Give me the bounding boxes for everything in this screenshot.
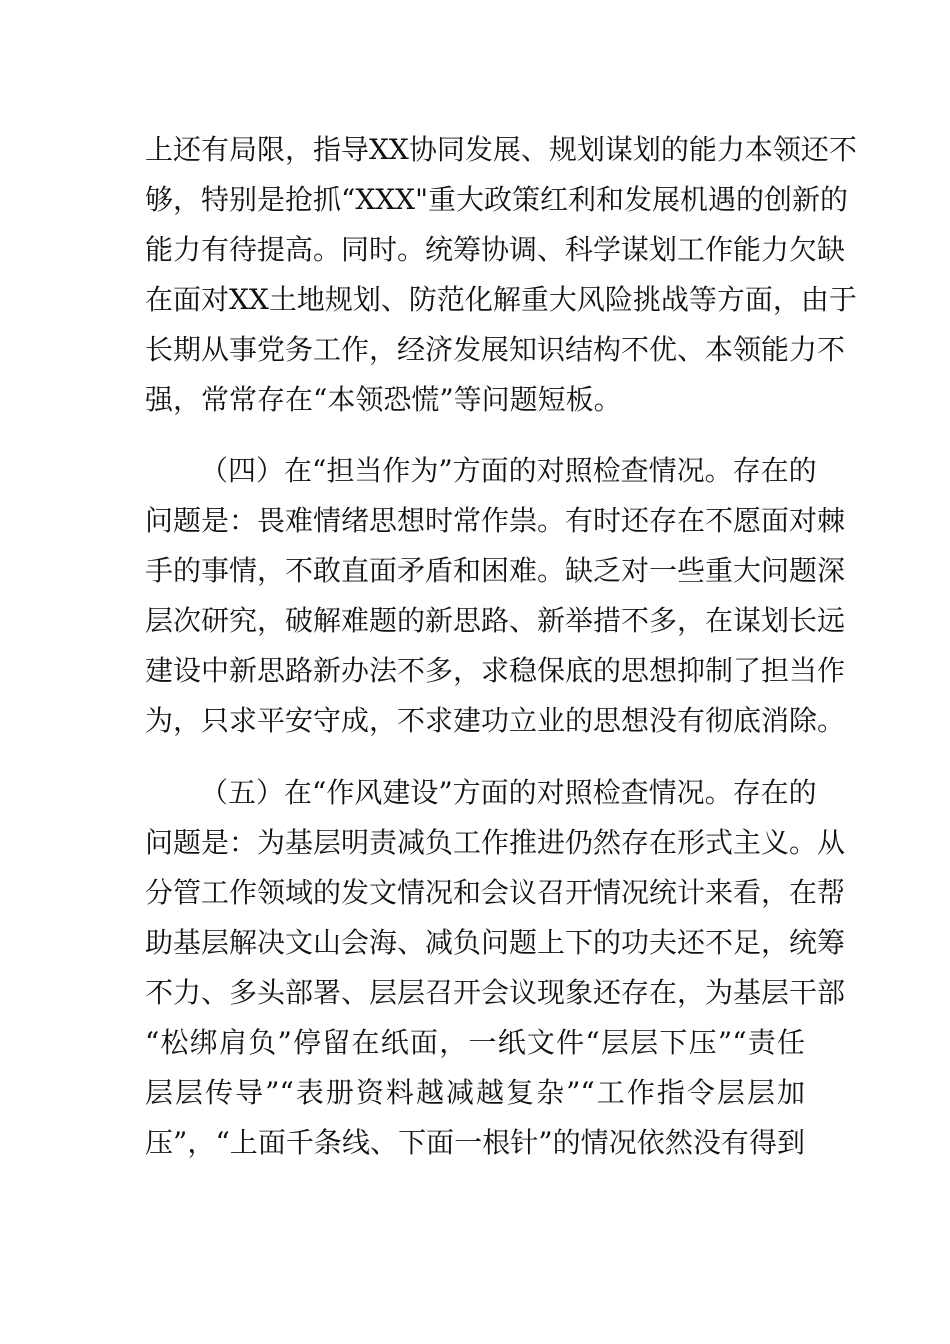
paragraph-5-line-7: 层层传导”“表册资料越减越复杂”“工作指令层层加: [145, 1076, 805, 1109]
paragraph-4-line-3: 手的事情，不敢直面矛盾和困难。缺乏对一些重大问题深: [145, 554, 846, 587]
paragraph-3-line-6: 强，常常存在“本领恐慌”等问题短板。: [145, 383, 622, 416]
paragraph-4-line-4: 层次研究，破解难题的新思路、新举措不多，在谋划长远: [145, 604, 846, 637]
paragraph-3-line-4: 在面对XX土地规划、防范化解重大风险挑战等方面，由于: [145, 283, 857, 316]
paragraph-5-line-1: （五）在“作风建设”方面的对照检查情况。存在的: [200, 776, 817, 809]
paragraph-5-line-5: 不力、多头部署、层层召开会议现象还存在，为基层干部: [145, 976, 846, 1009]
paragraph-5-line-6: “松绑肩负”停留在纸面，一纸文件“层层下压”“责任: [145, 1026, 805, 1059]
paragraph-3-line-2: 够，特别是抢抓“XXX"重大政策红利和发展机遇的创新的: [145, 183, 848, 216]
paragraph-5-line-4: 助基层解决文山会海、减负问题上下的功夫还不足，统筹: [145, 926, 846, 959]
paragraph-4-line-1: （四）在“担当作为”方面的对照检查情况。存在的: [200, 454, 817, 487]
paragraph-4-line-5: 建设中新思路新办法不多，求稳保底的思想抑制了担当作: [145, 654, 846, 687]
paragraph-3-line-5: 长期从事党务工作，经济发展知识结构不优、本领能力不: [145, 333, 846, 366]
paragraph-5-line-3: 分管工作领域的发文情况和会议召开情况统计来看，在帮: [145, 876, 846, 909]
paragraph-5-line-2: 问题是：为基层明责减负工作推进仍然存在形式主义。从: [145, 826, 846, 859]
paragraph-3-line-1: 上还有局限，指导XX协同发展、规划谋划的能力本领还不: [145, 133, 857, 166]
paragraph-3-line-3: 能力有待提高。同时。统筹协调、科学谋划工作能力欠缺: [145, 233, 846, 266]
paragraph-5-line-8: 压”，“上面千条线、下面一根针”的情况依然没有得到: [145, 1126, 805, 1159]
paragraph-4-line-2: 问题是：畏难情绪思想时常作祟。有时还存在不愿面对棘: [145, 504, 846, 537]
paragraph-4-line-6: 为，只求平安守成，不求建功立业的思想没有彻底消除。: [145, 704, 846, 737]
